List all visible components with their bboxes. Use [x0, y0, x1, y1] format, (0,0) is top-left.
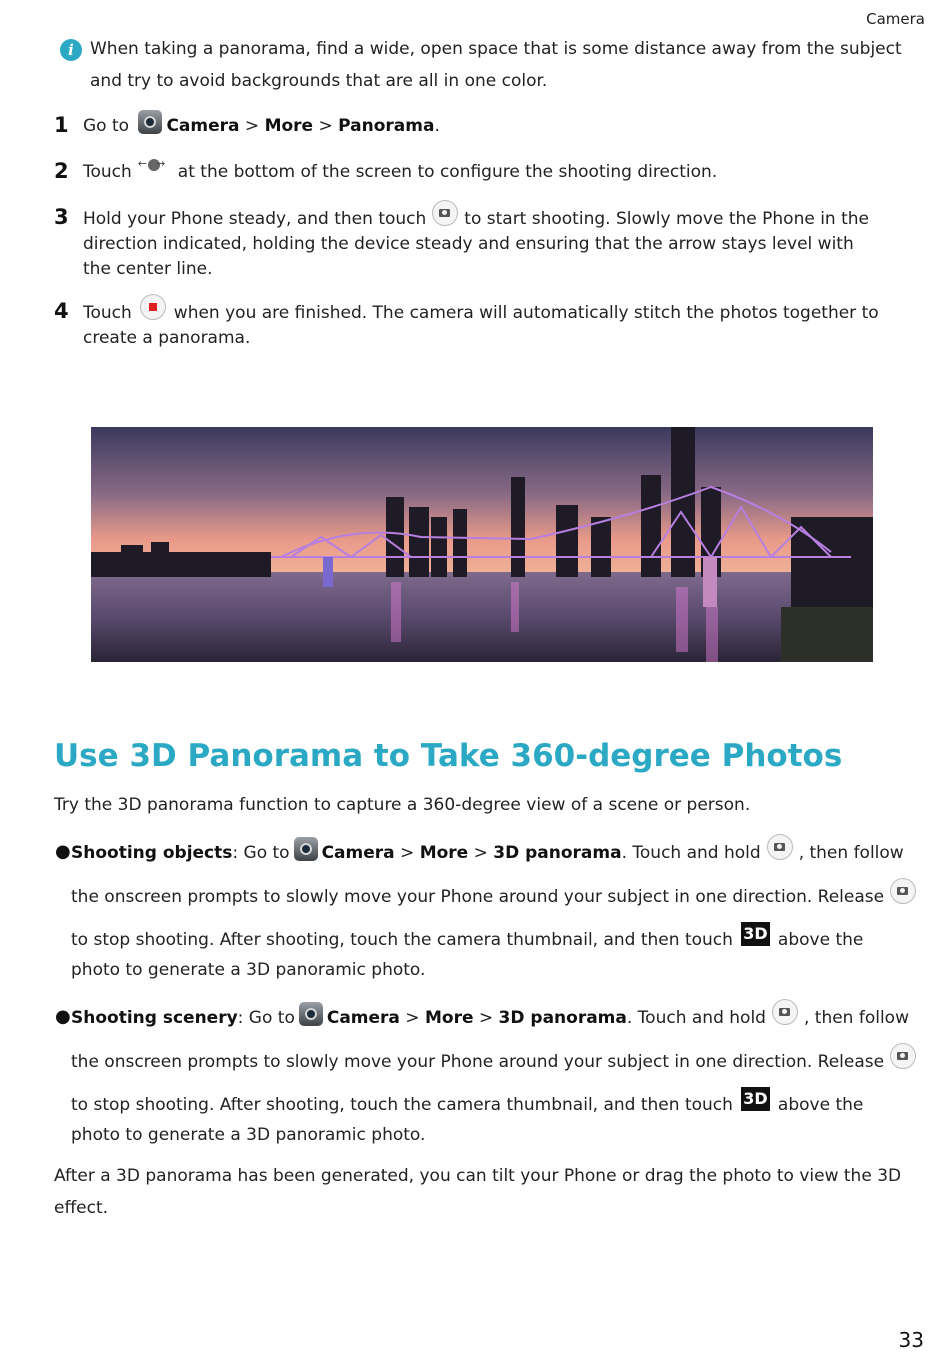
bullet-1-line-3 [71, 924, 911, 952]
bullet-text: : Go to [237, 1008, 295, 1028]
separator: > [313, 116, 339, 136]
step-4-text-post: when you are finished. The camera will automatically stitch the photos together to create a panorama. [83, 303, 879, 348]
camera-label: Camera [326, 1008, 400, 1028]
step-number-1: 1 [54, 113, 69, 137]
more-label: More [424, 1008, 474, 1028]
3d-panorama-label: 3D panorama [493, 843, 622, 863]
bullet-2-line-2 [71, 1049, 911, 1075]
bullet-label: Shooting objects [71, 843, 233, 863]
page-header-section: Camera [866, 10, 925, 28]
bullet-text: the onscreen prompts to slowly move your Phone around your subject in one direction. Release [71, 1052, 885, 1072]
stop-icon [140, 294, 166, 320]
bullet-text: , then follow [803, 1008, 909, 1028]
section-title: Use 3D Panorama to Take 360-degree Photos [54, 738, 843, 774]
bullet-text: . Touch and hold [621, 843, 761, 863]
more-label: More [264, 116, 314, 136]
panorama-photo [91, 427, 873, 662]
bullet-1-line-4: photo to generate a 3D panoramic photo. [71, 960, 426, 980]
3d-icon: 3D [741, 922, 770, 946]
step-3-text: Hold your Phone steady, and then touch [83, 209, 427, 229]
step-4 [83, 300, 883, 351]
bullet-1-line-2 [71, 884, 911, 910]
closing-paragraph: After a 3D panorama has been generated, you can tilt your Phone or drag the photo to view the 3D effect. [54, 1166, 902, 1218]
step-2 [83, 160, 883, 185]
camera-app-icon [294, 837, 318, 861]
bullet-label: Shooting scenery [71, 1008, 238, 1028]
bullet-text: , then follow [798, 843, 904, 863]
bullet-text: : Go to [232, 843, 290, 863]
bullet-dot: ● [55, 841, 71, 862]
shutter-icon [890, 1043, 916, 1069]
camera-app-icon [138, 110, 162, 134]
step-3 [83, 206, 883, 282]
more-label: More [419, 843, 469, 863]
bullet-2-line-4: photo to generate a 3D panoramic photo. [71, 1125, 426, 1145]
3d-icon: 3D [741, 1087, 770, 1111]
bullet-text: above the [777, 1095, 864, 1115]
bullet-text: to stop shooting. After shooting, touch the camera thumbnail, and then touch [71, 930, 733, 950]
info-icon: i [60, 39, 82, 61]
shutter-icon [772, 999, 798, 1025]
bullet-2-line-3 [71, 1089, 911, 1117]
camera-label: Camera [321, 843, 395, 863]
panorama-label: Panorama [338, 116, 435, 136]
step-1 [83, 114, 883, 139]
camera-label: Camera [166, 116, 240, 136]
bullet-dot: ● [55, 1006, 71, 1027]
shutter-icon [890, 878, 916, 904]
step-2-text: Touch [83, 162, 132, 182]
bullet-text: above the [777, 930, 864, 950]
step-3-text-post: to start shooting. Slowly move the Phone in the direction indicated, holding the device steady and ensuring that the arrow stays level with the center line. [83, 209, 870, 279]
note-text: When taking a panorama, find a wide, open space that is some distance away from the subject and try to avoid backgrounds that are all in one color. [90, 39, 902, 91]
bullet-1-line-1: Shooting objects: Go to Camera > More > 3D panorama. Touch and hold , then follow [71, 840, 911, 866]
shutter-icon [767, 834, 793, 860]
step-number-3: 3 [54, 205, 69, 229]
bullet-text: to stop shooting. After shooting, touch the camera thumbnail, and then touch [71, 1095, 733, 1115]
step-number-2: 2 [54, 159, 69, 183]
bullet-text: the onscreen prompts to slowly move your Phone around your subject in one direction. Release [71, 887, 885, 907]
step-1-text: Go to [83, 116, 130, 136]
step-number-4: 4 [54, 299, 69, 323]
shutter-icon [432, 200, 458, 226]
bullet-text: . Touch and hold [626, 1008, 766, 1028]
direction-arrows-icon [138, 157, 172, 171]
step-4-text: Touch [83, 303, 132, 323]
bullet-2-line-1: Shooting scenery: Go to Camera > More > 3D panorama. Touch and hold , then follow [71, 1005, 911, 1031]
period: . [434, 116, 440, 136]
page-number: 33 [898, 1328, 924, 1352]
separator: > [239, 116, 265, 136]
3d-panorama-label: 3D panorama [498, 1008, 627, 1028]
section-intro: Try the 3D panorama function to capture a 360-degree view of a scene or person. [54, 795, 751, 815]
camera-app-icon [299, 1002, 323, 1026]
step-2-text-post: at the bottom of the screen to configure the shooting direction. [177, 162, 718, 182]
